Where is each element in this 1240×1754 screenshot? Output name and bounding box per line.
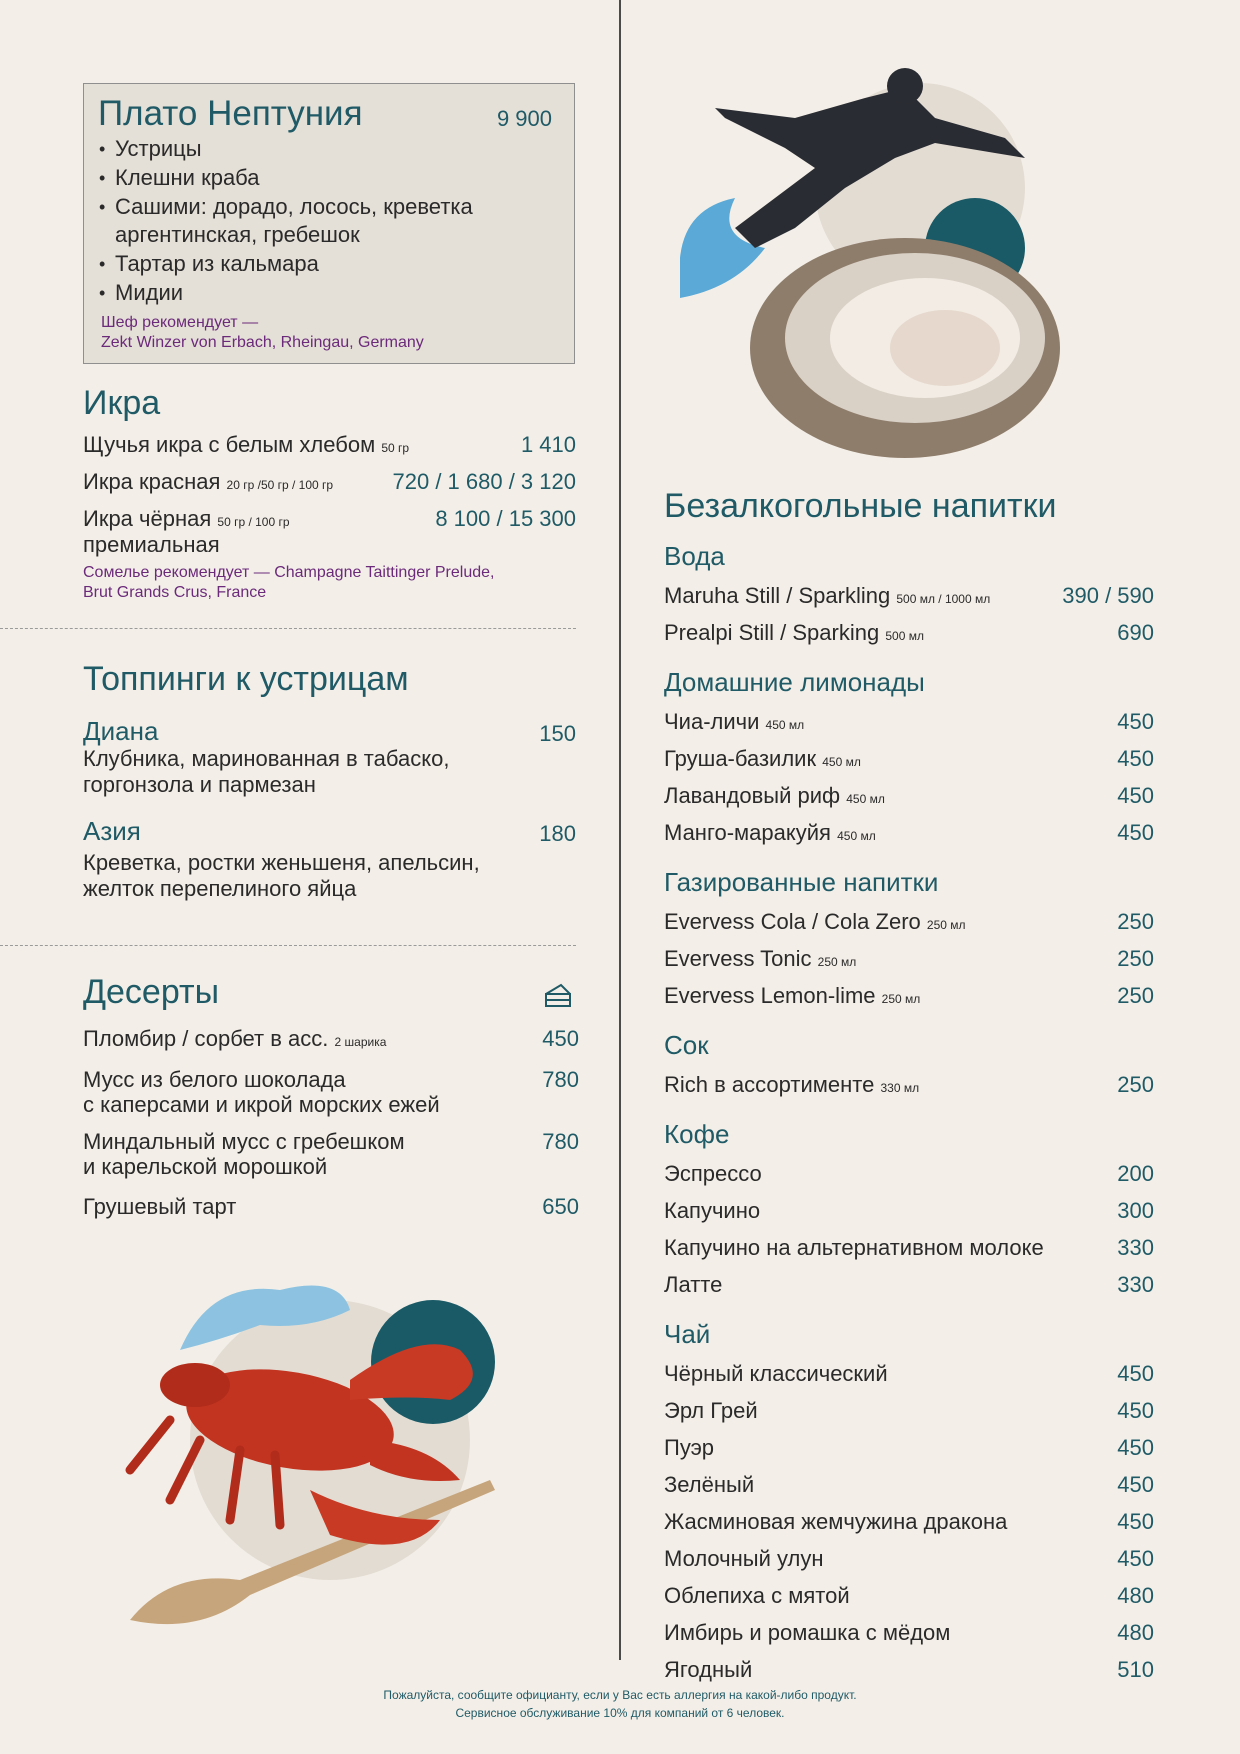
item-price: 450 <box>1117 1398 1154 1423</box>
menu-item <box>83 1067 440 1117</box>
item-size: 450 мл <box>837 829 876 843</box>
desc-line: желток перепелиного яйца <box>83 876 357 901</box>
item-price: 200 <box>1117 1161 1154 1186</box>
platter-price: 9 900 <box>496 106 552 131</box>
item-price: 780 <box>542 1067 579 1092</box>
item-size: 450 мл <box>822 755 861 769</box>
topping-name: Азия <box>83 816 141 846</box>
section-divider <box>0 628 576 629</box>
topping-description <box>83 746 449 798</box>
item-size: 450 мл <box>765 718 805 732</box>
drink-item <box>664 1198 760 1224</box>
item-name-line2: с каперсами и икрой морских ежей <box>83 1092 440 1117</box>
desc-line: горгонзола и пармезан <box>83 772 316 797</box>
item-name: Лавандовый риф <box>664 783 841 808</box>
drink-item <box>664 1546 824 1572</box>
item-size: 250 мл <box>926 918 966 932</box>
caviar-recommendation <box>83 563 494 603</box>
platter-item: • Тартар из кальмара <box>98 250 538 278</box>
caviar-rec-line1: Сомелье рекомендует — Champagne Taittinger Prelude, <box>83 564 495 581</box>
section-title-caviar: Икра <box>83 384 161 422</box>
item-name: Чиа-личи <box>664 709 760 734</box>
menu-item <box>83 469 333 495</box>
item-name: Пуэр <box>664 1435 715 1460</box>
item-price: 720 / 1 680 / 3 120 <box>392 469 576 494</box>
item-name: Evervess Cola / Cola Zero <box>664 909 921 934</box>
item-price: 690 <box>1117 620 1154 645</box>
drink-item <box>664 1272 722 1298</box>
drink-item <box>664 783 885 809</box>
desc-line: Клубника, маринованная в табаско, <box>83 746 450 771</box>
cake-icon <box>543 982 573 1008</box>
item-name: Латте <box>664 1272 723 1297</box>
item-price: 450 <box>1117 1546 1154 1571</box>
section-title-desserts: Десерты <box>83 973 220 1011</box>
item-price: 450 <box>1117 783 1154 808</box>
drink-item <box>664 620 924 646</box>
drink-item <box>664 746 861 772</box>
drink-group-title: Кофе <box>664 1119 730 1149</box>
item-price: 250 <box>1117 909 1154 934</box>
item-price: 450 <box>542 1026 579 1051</box>
item-name-line2: и карельской морошкой <box>83 1154 328 1179</box>
platter-recommendation <box>101 313 424 353</box>
item-name: Evervess Lemon-lime <box>664 983 876 1008</box>
item-size: 50 гр <box>381 441 410 455</box>
item-price: 450 <box>1117 1361 1154 1386</box>
item-price: 780 <box>542 1129 579 1154</box>
column-divider <box>619 0 621 1660</box>
drink-item <box>664 1161 762 1187</box>
item-price: 180 <box>539 821 576 846</box>
drink-item <box>664 946 856 972</box>
drink-item <box>664 909 966 935</box>
drink-item <box>664 1583 850 1609</box>
item-price: 450 <box>1117 709 1154 734</box>
drink-item <box>664 1509 1007 1535</box>
item-price: 480 <box>1117 1620 1154 1645</box>
item-price: 330 <box>1117 1272 1154 1297</box>
menu-item <box>83 506 290 532</box>
item-name: Имбирь и ромашка с мёдом <box>664 1620 951 1645</box>
item-name: Капучино <box>664 1198 761 1223</box>
drink-item <box>664 1235 1044 1261</box>
item-price: 330 <box>1117 1235 1154 1260</box>
item-name: Ягодный <box>664 1657 753 1682</box>
item-size: 50 гр / 100 гр <box>217 515 290 529</box>
item-size: 500 мл / 1000 мл <box>896 592 991 606</box>
item-name: Evervess Tonic <box>664 946 812 971</box>
item-price: 1 410 <box>520 432 576 457</box>
item-price: 450 <box>1117 1509 1154 1534</box>
drink-item <box>664 1398 758 1424</box>
item-price: 450 <box>1117 1435 1154 1460</box>
item-name: Пломбир / сорбет в асс. <box>83 1026 329 1051</box>
item-name: Эрл Грей <box>664 1398 758 1423</box>
item-price: 8 100 / 15 300 <box>435 506 576 531</box>
item-name: Капучино на альтернативном молоке <box>664 1235 1044 1260</box>
drink-item <box>664 1435 714 1461</box>
drink-group-title: Чай <box>664 1319 711 1349</box>
item-name: Манго-маракуйя <box>664 820 831 845</box>
item-size: 20 гр /50 гр / 100 гр <box>226 478 334 492</box>
item-size: 330 мл <box>880 1081 920 1095</box>
drink-item <box>664 983 920 1009</box>
item-name: Жасминовая жемчужина дракона <box>664 1509 1008 1534</box>
drink-item <box>664 1361 888 1387</box>
drink-group-title: Вода <box>664 541 725 571</box>
item-price: 480 <box>1117 1583 1154 1608</box>
item-price: 250 <box>1117 1072 1154 1097</box>
drink-item <box>664 820 876 846</box>
item-name: Prealpi Still / Sparking <box>664 620 880 645</box>
section-divider <box>0 945 576 946</box>
menu-item <box>83 432 409 458</box>
item-name: Миндальный мусс с гребешком <box>83 1129 405 1154</box>
item-name: Зелёный <box>664 1472 755 1497</box>
item-name: Грушевый тарт <box>83 1194 237 1219</box>
item-name-line2: премиальная <box>83 532 220 557</box>
drink-item <box>664 1072 919 1098</box>
topping-description <box>83 850 480 902</box>
footer-service: Сервисное обслуживание 10% для компаний от 6 человек. <box>455 1706 785 1720</box>
platter-rec-line1: Шеф рекомендует — <box>101 314 259 331</box>
item-name: Щучья икра с белым хлебом <box>83 432 376 457</box>
item-name: Икра красная <box>83 469 221 494</box>
platter-item: • Клешни краба <box>98 164 538 192</box>
item-size: 250 мл <box>881 992 921 1006</box>
item-size: 250 мл <box>817 955 857 969</box>
section-title-toppings: Топпинги к устрицам <box>83 660 409 698</box>
item-name: Maruha Still / Sparkling <box>664 583 891 608</box>
item-size: 500 мл <box>885 629 924 643</box>
item-price: 510 <box>1117 1657 1154 1682</box>
item-price: 390 / 590 <box>1062 583 1154 608</box>
topping-name: Диана <box>83 716 159 746</box>
item-price: 450 <box>1117 1472 1154 1497</box>
drink-item <box>664 1657 752 1683</box>
item-name: Мусс из белого шоколада <box>83 1067 346 1092</box>
item-name: Груша-базилик <box>664 746 817 771</box>
platter-item: • Устрицы <box>98 135 538 163</box>
item-price: 250 <box>1117 946 1154 971</box>
platter-title: Плато Нептуния <box>98 94 363 133</box>
item-price: 150 <box>539 721 576 746</box>
menu-item <box>83 1129 405 1179</box>
footer-allergy: Пожалуйста, сообщите официанту, если у Вас есть аллергия на какой-либо продукт. <box>383 1688 857 1702</box>
item-price: 250 <box>1117 983 1154 1008</box>
item-name: Молочный улун <box>664 1546 824 1571</box>
item-size: 450 мл <box>846 792 885 806</box>
platter-items <box>98 135 538 308</box>
platter-item: • Сашими: дорадо, лосось, креветка аргентинская, гребешок <box>98 193 538 249</box>
drink-group-title: Сок <box>664 1030 709 1060</box>
drink-group-title: Газированные напитки <box>664 867 939 897</box>
section-title-drinks: Безалкогольные напитки <box>664 487 1057 525</box>
item-name: Rich в ассортименте <box>664 1072 875 1097</box>
menu-item <box>83 1194 236 1220</box>
item-price: 450 <box>1117 746 1154 771</box>
platter-rec-line2: Zekt Winzer von Erbach, Rheingau, Germany <box>101 334 424 351</box>
item-name: Эспрессо <box>664 1161 762 1186</box>
caviar-rec-line2: Brut Grands Crus, France <box>83 584 267 601</box>
item-size: 2 шарика <box>334 1035 387 1049</box>
menu-item <box>83 1026 386 1052</box>
lobster-illustration <box>110 1270 550 1640</box>
item-price: 650 <box>542 1194 579 1219</box>
drink-item <box>664 583 990 609</box>
platter-box <box>83 83 575 364</box>
item-name: Икра чёрная <box>83 506 212 531</box>
drink-item <box>664 709 804 735</box>
footer-note <box>0 1686 1240 1722</box>
desc-line: Креветка, ростки женьшеня, апельсин, <box>83 850 480 875</box>
item-price: 300 <box>1117 1198 1154 1223</box>
item-price: 450 <box>1117 820 1154 845</box>
diver-oyster-illustration <box>675 58 1125 473</box>
platter-item: • Мидии <box>98 279 538 307</box>
drink-item <box>664 1472 754 1498</box>
drink-item <box>664 1620 950 1646</box>
drink-group-title: Домашние лимонады <box>664 667 925 697</box>
item-name: Чёрный классический <box>664 1361 888 1386</box>
item-name: Облепиха с мятой <box>664 1583 850 1608</box>
